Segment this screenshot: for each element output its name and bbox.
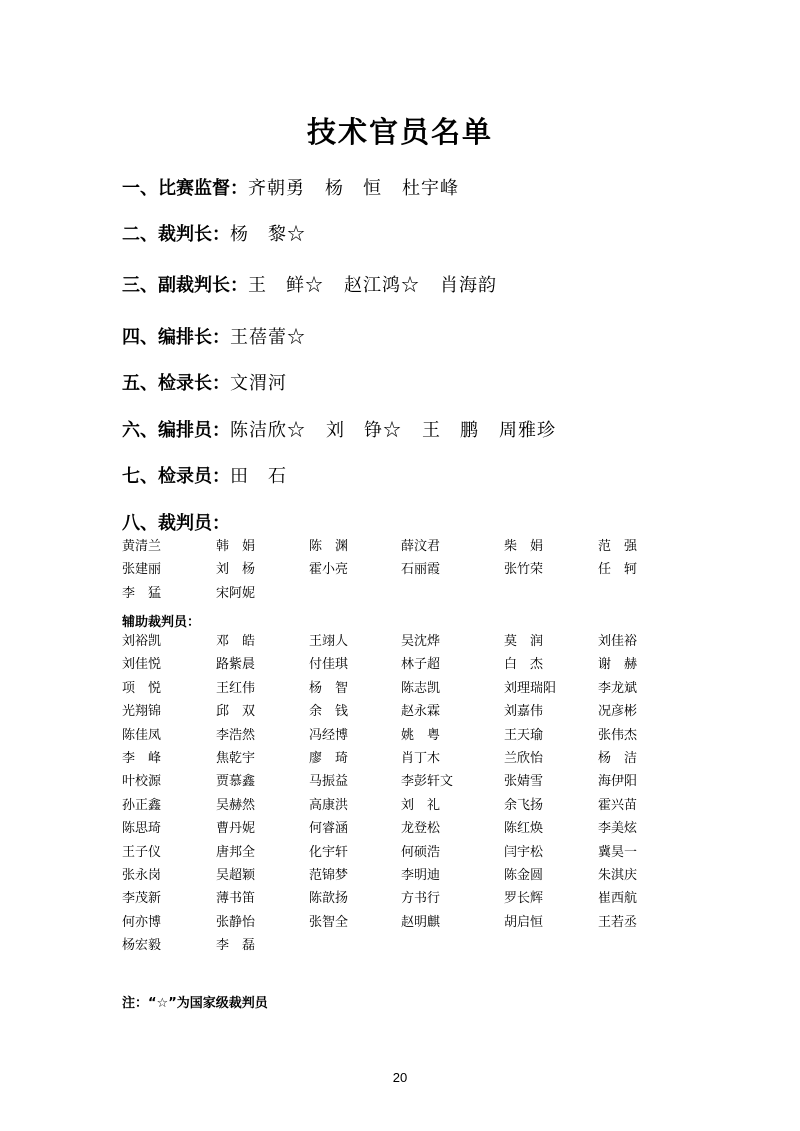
name-cell: 陈思琦 bbox=[122, 821, 162, 837]
name-cell: 廖 琦 bbox=[309, 750, 349, 766]
name-cell: 谢 赫 bbox=[598, 657, 638, 673]
official-name: 周雅珍 bbox=[499, 420, 556, 441]
name-cell: 刘理瑞阳 bbox=[504, 680, 557, 696]
name-cell: 孙正鑫 bbox=[122, 797, 162, 813]
name-cell: 张竹荣 bbox=[504, 562, 544, 578]
name-cell: 兰欣怡 bbox=[504, 750, 544, 766]
name-cell: 薛汶君 bbox=[401, 539, 441, 554]
name-cell: 何硕浩 bbox=[401, 844, 441, 860]
name-cell: 薄书笛 bbox=[216, 891, 256, 907]
name-cell: 刘嘉伟 bbox=[504, 704, 544, 720]
name-cell: 刘佳悦 bbox=[122, 657, 162, 673]
section-label: 一、比赛监督： bbox=[122, 178, 248, 199]
name-cell: 赵永霖 bbox=[401, 704, 441, 720]
section-7 bbox=[122, 464, 307, 490]
name-cell: 李明迪 bbox=[401, 867, 441, 883]
name-row bbox=[122, 796, 682, 819]
name-row bbox=[122, 819, 682, 842]
name-cell: 何亦博 bbox=[122, 914, 162, 930]
name-cell: 李浩然 bbox=[216, 727, 256, 743]
name-cell: 余 钱 bbox=[309, 704, 349, 720]
name-cell: 张永岗 bbox=[122, 867, 162, 883]
name-cell: 韩 娟 bbox=[216, 539, 256, 554]
name-cell: 项 悦 bbox=[122, 680, 162, 696]
name-row bbox=[122, 584, 682, 607]
name-cell: 杨宏毅 bbox=[122, 938, 162, 954]
name-cell: 光翔锦 bbox=[122, 704, 162, 720]
name-cell: 张婧雪 bbox=[504, 774, 544, 790]
name-cell: 路紫晨 bbox=[216, 657, 256, 673]
name-cell: 陈金圆 bbox=[504, 867, 544, 883]
name-row bbox=[122, 772, 682, 795]
official-name: 刘 铮☆ bbox=[326, 420, 402, 441]
name-cell: 闫宇松 bbox=[504, 844, 544, 860]
official-name: 王蓓蕾☆ bbox=[230, 327, 306, 348]
section-names bbox=[248, 178, 479, 199]
section-4 bbox=[122, 325, 326, 351]
name-cell: 崔西航 bbox=[598, 891, 638, 907]
name-cell: 杨 智 bbox=[309, 680, 349, 696]
official-name: 王 鹏 bbox=[422, 420, 479, 441]
official-name: 杨 恒 bbox=[325, 178, 382, 199]
name-row bbox=[122, 726, 682, 749]
name-cell: 陈 渊 bbox=[309, 539, 349, 554]
name-cell: 赵明麒 bbox=[401, 914, 441, 930]
section-8 bbox=[122, 511, 230, 537]
name-cell: 马振益 bbox=[309, 774, 349, 790]
section-names bbox=[230, 224, 326, 245]
name-row bbox=[122, 560, 682, 583]
section-names bbox=[230, 466, 307, 487]
name-cell: 吴超颖 bbox=[216, 867, 256, 883]
name-cell: 邓 皓 bbox=[216, 634, 256, 649]
name-cell: 胡启恒 bbox=[504, 914, 544, 930]
official-name: 文渭河 bbox=[230, 373, 287, 394]
name-cell: 王若丞 bbox=[598, 914, 638, 930]
name-cell: 况彦彬 bbox=[598, 704, 638, 720]
name-cell: 范锦梦 bbox=[309, 867, 349, 883]
name-cell: 霍兴苗 bbox=[598, 797, 638, 813]
name-cell: 海伊阳 bbox=[598, 774, 638, 790]
name-row bbox=[122, 866, 682, 889]
name-cell: 李 磊 bbox=[216, 938, 256, 954]
name-cell: 余飞扬 bbox=[504, 797, 544, 813]
name-row bbox=[122, 749, 682, 772]
name-cell: 张伟杰 bbox=[598, 727, 638, 743]
name-cell: 何睿涵 bbox=[309, 821, 349, 837]
name-cell: 宋阿妮 bbox=[216, 585, 256, 601]
name-cell: 吴赫然 bbox=[216, 797, 256, 813]
name-cell: 任 轲 bbox=[598, 562, 638, 578]
section-names bbox=[230, 327, 326, 348]
name-row bbox=[122, 936, 682, 959]
name-row bbox=[122, 843, 682, 866]
section-label: 五、检录长： bbox=[122, 373, 230, 394]
name-row bbox=[122, 913, 682, 936]
official-name: 肖海韵 bbox=[440, 275, 497, 296]
name-cell: 李 猛 bbox=[122, 585, 162, 601]
name-cell: 白 杰 bbox=[504, 657, 544, 673]
name-row bbox=[122, 632, 682, 655]
name-cell: 张智全 bbox=[309, 914, 349, 930]
name-cell: 李美炫 bbox=[598, 821, 638, 837]
section-5 bbox=[122, 371, 307, 397]
name-cell: 李彭轩文 bbox=[401, 774, 454, 790]
name-cell: 吴沈烨 bbox=[401, 634, 441, 649]
section-2 bbox=[122, 222, 326, 248]
name-row bbox=[122, 537, 682, 560]
name-cell: 张静怡 bbox=[216, 914, 256, 930]
name-cell: 王红伟 bbox=[216, 680, 256, 696]
name-cell: 柴 娟 bbox=[504, 539, 544, 554]
name-cell: 刘 礼 bbox=[401, 797, 441, 813]
page-number: 20 bbox=[392, 1070, 408, 1085]
official-name: 王 鲜☆ bbox=[248, 275, 324, 296]
name-cell: 石丽霞 bbox=[401, 562, 441, 578]
name-cell: 李 峰 bbox=[122, 750, 162, 766]
name-cell: 张建丽 bbox=[122, 562, 162, 578]
name-cell: 朱淇庆 bbox=[598, 867, 638, 883]
name-cell: 陈红焕 bbox=[504, 821, 544, 837]
name-cell: 焦乾宇 bbox=[216, 750, 256, 766]
section-label: 三、副裁判长： bbox=[122, 275, 248, 296]
name-cell: 方书行 bbox=[401, 891, 441, 907]
name-cell: 王翊人 bbox=[309, 634, 349, 649]
official-name: 赵江鸿☆ bbox=[344, 275, 420, 296]
name-cell: 姚 粤 bbox=[401, 727, 441, 743]
name-cell: 王天瑜 bbox=[504, 727, 544, 743]
name-cell: 冀昊一 bbox=[598, 844, 638, 860]
name-cell: 龙登松 bbox=[401, 821, 441, 837]
section-label: 四、编排长： bbox=[122, 327, 230, 348]
official-name: 杨 黎☆ bbox=[230, 224, 306, 245]
name-cell: 李龙斌 bbox=[598, 680, 638, 696]
name-cell: 刘佳裕 bbox=[598, 634, 638, 649]
official-name: 田 石 bbox=[230, 466, 287, 487]
section-label: 八、裁判员： bbox=[122, 513, 230, 534]
name-cell: 黄清兰 bbox=[122, 539, 162, 554]
name-cell: 陈佳凤 bbox=[122, 727, 162, 743]
section-label: 七、检录员： bbox=[122, 466, 230, 487]
assistant-referees-label: 辅助裁判员： bbox=[122, 615, 201, 630]
section-label: 六、编排员： bbox=[122, 420, 230, 441]
name-cell: 冯经博 bbox=[309, 727, 349, 743]
referees-grid bbox=[122, 537, 682, 607]
section-names bbox=[248, 275, 517, 296]
section-names bbox=[230, 373, 307, 394]
name-cell: 付佳琪 bbox=[309, 657, 349, 673]
name-cell: 唐邦全 bbox=[216, 844, 256, 860]
name-cell: 范 强 bbox=[598, 539, 638, 554]
name-cell: 贾慕鑫 bbox=[216, 774, 256, 790]
assistant-referees-grid bbox=[122, 632, 682, 959]
section-6 bbox=[122, 418, 576, 444]
name-cell: 林子超 bbox=[401, 657, 441, 673]
official-name: 陈洁欣☆ bbox=[230, 420, 306, 441]
name-row bbox=[122, 679, 682, 702]
name-cell: 刘裕凯 bbox=[122, 634, 162, 649]
name-cell: 王子仪 bbox=[122, 844, 162, 860]
name-cell: 曹丹妮 bbox=[216, 821, 256, 837]
name-cell: 刘 杨 bbox=[216, 562, 256, 578]
name-cell: 高康洪 bbox=[309, 797, 349, 813]
name-row bbox=[122, 889, 682, 912]
name-cell: 叶校源 bbox=[122, 774, 162, 790]
page-title: 技术官员名单 bbox=[306, 115, 493, 149]
name-cell: 陈歆扬 bbox=[309, 891, 349, 907]
name-cell: 肖丁木 bbox=[401, 750, 441, 766]
section-names bbox=[230, 420, 576, 441]
section-1 bbox=[122, 176, 479, 202]
name-cell: 陈志凯 bbox=[401, 680, 441, 696]
name-cell: 杨 洁 bbox=[598, 750, 638, 766]
name-cell: 莫 润 bbox=[504, 634, 544, 649]
name-cell: 邱 双 bbox=[216, 704, 256, 720]
name-cell: 李茂新 bbox=[122, 891, 162, 907]
official-name: 齐朝勇 bbox=[248, 178, 305, 199]
name-row bbox=[122, 702, 682, 725]
official-name: 杜宇峰 bbox=[402, 178, 459, 199]
name-cell: 罗长辉 bbox=[504, 891, 544, 907]
name-cell: 化宇轩 bbox=[309, 844, 349, 860]
section-label: 二、裁判长： bbox=[122, 224, 230, 245]
name-cell: 霍小亮 bbox=[309, 562, 349, 578]
section-3 bbox=[122, 273, 517, 299]
name-row bbox=[122, 655, 682, 678]
footnote: 注：“☆”为国家级裁判员 bbox=[122, 996, 268, 1011]
